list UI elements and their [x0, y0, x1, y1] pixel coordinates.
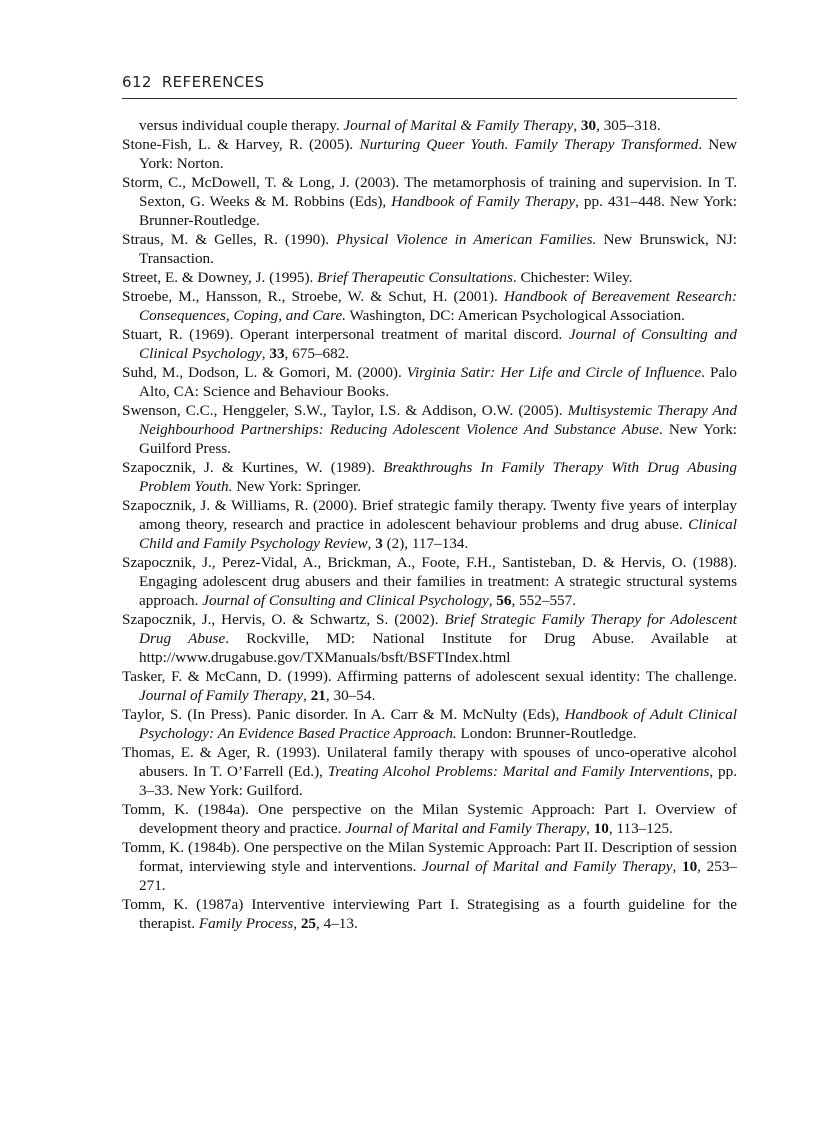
running-header: [122, 73, 737, 91]
reference-text: , 30–54.: [325, 687, 376, 704]
reference-entry: [122, 553, 737, 610]
italic-title: Treating Alcohol Problems: Marital and Family Interventions: [327, 763, 710, 780]
reference-entry: [122, 705, 737, 743]
reference-text: Tomm, K. (1987a) Interventive interviewing Part I. Strategising as a fourth guideline for the therapist.: [122, 896, 737, 932]
reference-text: Tomm, K. (1984b). One perspective on the Milan Systemic Approach: Part II. Description of session format, interviewing style and interventions.: [122, 839, 737, 875]
italic-title: Journal of Marital and Family Therapy: [345, 820, 587, 837]
italic-title: Journal of Family Therapy: [139, 687, 304, 704]
reference-text: , 4–13.: [316, 915, 358, 932]
italic-title: Handbook of Bereavement Research: Consequences, Coping, and Care.: [139, 288, 737, 324]
reference-entry: [122, 610, 737, 667]
reference-entry: [122, 116, 737, 135]
reference-text: , 305–318.: [596, 117, 661, 134]
reference-entry: [122, 800, 737, 838]
page-number: 612: [122, 73, 152, 91]
reference-list: [122, 116, 737, 933]
volume-number: 21: [310, 687, 326, 704]
reference-text: Szapocznik, J. & Kurtines, W. (1989).: [122, 459, 384, 476]
reference-text: Tasker, F. & McCann, D. (1999). Affirming patterns of adolescent sexual identity: The challenge.: [122, 668, 737, 685]
italic-title: Virginia Satir: Her Life and Circle of Influence: [406, 364, 702, 381]
reference-entry: [122, 743, 737, 800]
reference-entry: [122, 287, 737, 325]
reference-text: Stuart, R. (1969). Operant interpersonal treatment of marital discord.: [122, 326, 569, 343]
reference-text: Stone-Fish, L. & Harvey, R. (2005).: [122, 136, 360, 153]
reference-text: Tomm, K. (1984a). One perspective on the Milan Systemic Approach: Part I. Overview of development theory and practice.: [122, 801, 737, 837]
reference-entry: [122, 268, 737, 287]
volume-number: 10: [681, 858, 698, 875]
italic-title: Journal of Marital & Family Therapy: [343, 117, 574, 134]
reference-text: ,: [293, 915, 301, 932]
volume-number: 10: [593, 820, 609, 837]
italic-title: Journal of Marital and Family Therapy: [422, 858, 673, 875]
header-rule: [122, 98, 737, 99]
reference-text: Thomas, E. & Ager, R. (1993). Unilateral family therapy with spouses of unco-operative alcohol abusers. In T. O’Farrell (Ed.),: [122, 744, 737, 780]
reference-text: , 113–125.: [608, 820, 673, 837]
reference-text: , 253–271.: [139, 858, 738, 894]
italic-title: Brief Strategic Family Therapy for Adolescent Drug Abuse: [139, 611, 737, 647]
italic-title: Family Process: [198, 915, 294, 932]
volume-number: 56: [496, 592, 512, 609]
reference-text: ,: [367, 535, 376, 552]
reference-text: Taylor, S. (In Press). Panic disorder. In A. Carr & M. McNulty (Eds),: [122, 706, 565, 723]
reference-text: Stroebe, M., Hansson, R., Stroebe, W. & Schut, H. (2001).: [122, 288, 504, 305]
italic-title: Handbook of Family Therapy: [391, 193, 576, 210]
reference-text: ,: [488, 592, 497, 609]
reference-entry: [122, 363, 737, 401]
reference-text: Szapocznik, J., Hervis, O. & Schwartz, S. (2002).: [122, 611, 445, 628]
reference-text: ,: [672, 858, 682, 875]
volume-number: 3: [375, 535, 383, 552]
reference-entry: [122, 458, 737, 496]
reference-text: Suhd, M., Dodson, L. & Gomori, M. (2000).: [122, 364, 407, 381]
reference-entry: [122, 325, 737, 363]
reference-text: ,: [261, 345, 270, 362]
reference-entry: [122, 135, 737, 173]
reference-text: Washington, DC: American Psychological Association.: [345, 307, 685, 324]
reference-entry: [122, 496, 737, 553]
reference-text: Street, E. & Downey, J. (1995).: [122, 269, 318, 286]
reference-text: . Rockville, MD: National Institute for Drug Abuse. Available at http://www.drugabuse.gov/TXManuals/bsft/BSFTIndex.html: [139, 630, 737, 666]
reference-text: London: Brunner-Routledge.: [456, 725, 637, 742]
italic-title: Journal of Consulting and Clinical Psychology: [139, 326, 737, 362]
reference-entry: [122, 895, 737, 933]
reference-text: ,: [303, 687, 311, 704]
volume-number: 25: [300, 915, 317, 932]
reference-text: Storm, C., McDowell, T. & Long, J. (2003). The metamorphosis of training and supervision. In T. Sexton, G. Weeks & M. Robbins (Eds),: [122, 174, 737, 210]
reference-text: , 552–557.: [511, 592, 577, 609]
italic-title: Breakthroughs In Family Therapy With Drug Abusing Problem Youth.: [139, 459, 737, 495]
italic-title: Journal of Consulting and Clinical Psychology: [202, 592, 489, 609]
reference-text: Szapocznik, J. & Williams, R. (2000). Brief strategic family therapy. Twenty five years of interplay among theory, research and practice in adolescent behaviour problems and drug abuse.: [122, 497, 737, 533]
reference-text: . New York: Norton.: [139, 136, 737, 172]
italic-title: Clinical Child and Family Psychology Review: [139, 516, 737, 552]
reference-text: Szapocznik, J., Perez-Vidal, A., Brickman, A., Foote, F.H., Santisteban, D. & Hervis, O. (1988). Engaging adolescent drug abusers and their families in treatment: A strategic structural systems approach.: [122, 554, 737, 609]
italic-title: Physical Violence in American Families.: [336, 231, 597, 248]
reference-text: . Chichester: Wiley.: [512, 269, 633, 286]
reference-text: versus individual couple therapy.: [139, 117, 344, 134]
reference-text: (2), 117–134.: [382, 535, 469, 552]
italic-title: Nurturing Queer Youth. Family Therapy Transformed: [359, 136, 699, 153]
reference-text: Swenson, C.C., Henggeler, S.W., Taylor, I.S. & Addison, O.W. (2005).: [122, 402, 568, 419]
italic-title: Handbook of Adult Clinical Psychology: An Evidence Based Practice Approach.: [139, 706, 737, 742]
reference-text: , 675–682.: [284, 345, 350, 362]
reference-text: Straus, M. & Gelles, R. (1990).: [122, 231, 337, 248]
reference-entry: [122, 230, 737, 268]
volume-number: 33: [269, 345, 285, 362]
reference-text: New Brunswick, NJ: Transaction.: [139, 231, 737, 267]
reference-entry: [122, 401, 737, 458]
reference-text: ,: [586, 820, 594, 837]
reference-text: ,: [573, 117, 581, 134]
reference-entry: [122, 173, 737, 230]
reference-entry: [122, 838, 737, 895]
volume-number: 30: [580, 117, 597, 134]
reference-text: . Palo Alto, CA: Science and Behaviour Books.: [139, 364, 737, 400]
reference-entry: [122, 667, 737, 705]
reference-text: . New York: Guilford Press.: [139, 421, 738, 457]
italic-title: Multisystemic Therapy And Neighbourhood Partnerships: Reducing Adolescent Violence And Substance Abuse: [139, 402, 737, 438]
italic-title: Brief Therapeutic Consultations: [317, 269, 513, 286]
reference-text: , pp. 431–448. New York: Brunner-Routledge.: [139, 193, 737, 229]
reference-text: New York: Springer.: [232, 478, 362, 495]
reference-text: , pp. 3–33. New York: Guilford.: [139, 763, 737, 799]
running-title: REFERENCES: [161, 73, 265, 91]
